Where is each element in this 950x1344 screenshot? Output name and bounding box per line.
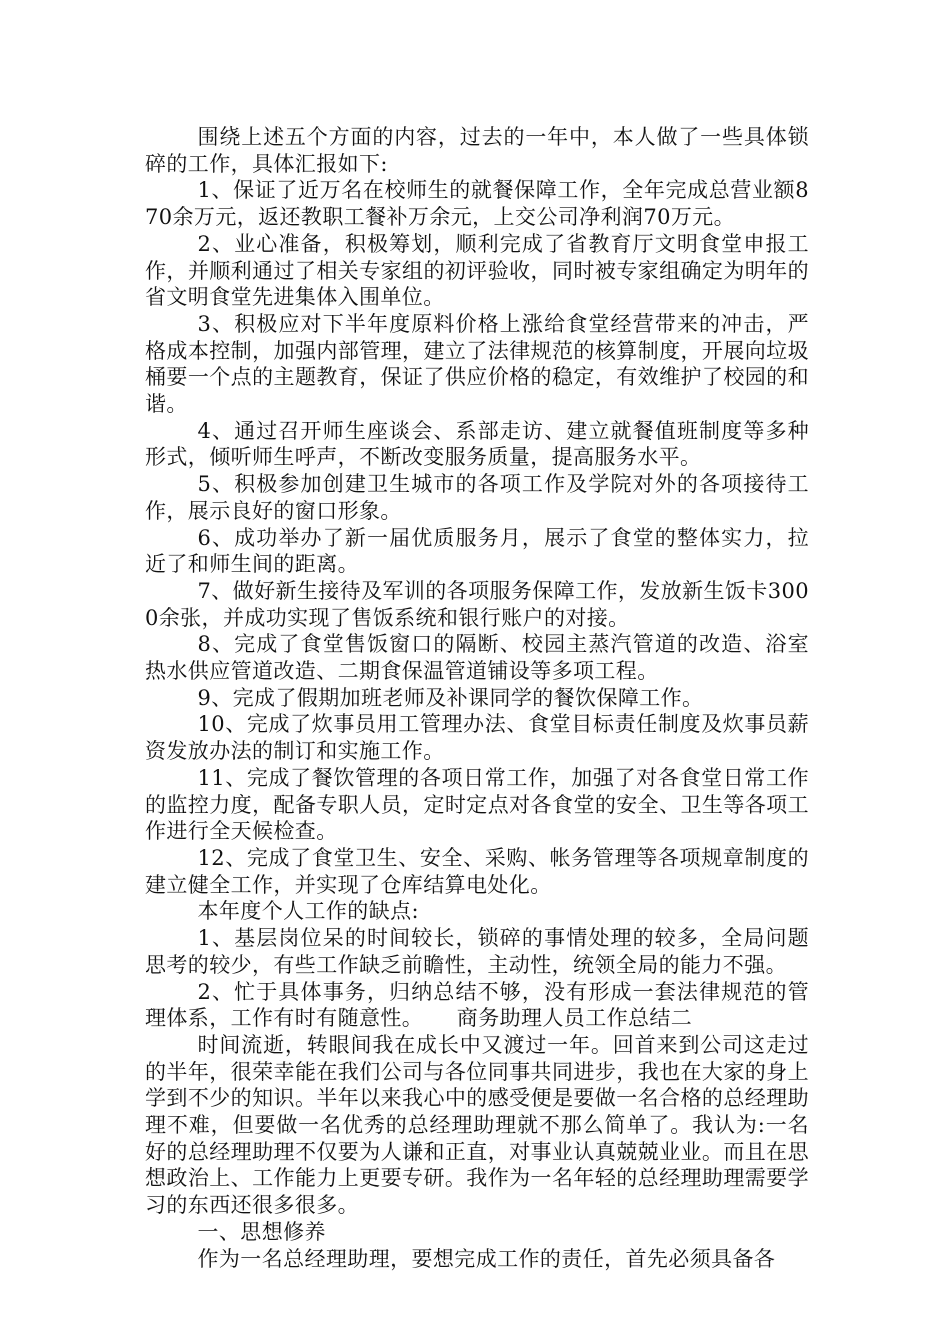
work-item-8: 8、完成了食堂售饭窗口的隔断、校园主蒸汽管道的改造、浴室热水供应管道改造、二期食保温管道铺设等多项工程。	[145, 632, 809, 684]
summary-two-paragraph: 时间流逝，转眼间我在成长中又渡过一年。回首来到公司这走过的半年，很荣幸能在我们公司与各位同事共同进步，我也在大家的身上学到不少的知识。半年以来我心中的感受便是要做一名合格的总经理助理不难，但要做一名优秀的总经理助理就不那么简单了。我认为:一名好的总经理助理不仅要为人谦和正直，对事业认真兢兢业业。而且在思想政治上、工作能力上更要专研。我作为一名年轻的总经理助理需要学习的东西还很多很多。	[145, 1032, 809, 1218]
work-item-10: 10、完成了炊事员用工管理办法、食堂目标责任制度及炊事员薪资发放办法的制订和实施工作。	[145, 712, 809, 764]
work-item-4: 4、通过召开师生座谈会、系部走访、建立就餐值班制度等多种形式，倾听师生呼声，不断改变服务质量，提高服务水平。	[145, 418, 809, 470]
section-heading-thought: 一、思想修养	[197, 1219, 326, 1244]
shortcoming-item-2	[145, 979, 809, 1032]
section-title-inline: 商务助理人员工作总结二	[456, 1006, 693, 1031]
work-item-2: 2、业心准备，积极筹划，顺利完成了省教育厅文明食堂申报工作，并顺利通过了相关专家组的初评验收，同时被专家组确定为明年的省文明食堂先进集体入围单位。	[145, 231, 809, 310]
work-item-7: 7、做好新生接待及军训的各项服务保障工作，发放新生饭卡3000余张，并成功实现了售饭系统和银行账户的对接。	[145, 578, 809, 630]
work-item-1: 1、保证了近万名在校师生的就餐保障工作，全年完成总营业额870余万元，返还教职工餐补万余元，上交公司净利润70万元。	[145, 178, 809, 230]
work-item-3: 3、积极应对下半年度原料价格上涨给食堂经营带来的冲击，严格成本控制，加强内部管理，建立了法律规范的核算制度，开展向垃圾桶要一个点的主题教育，保证了供应价格的稳定，有效维护了校园的和谐。	[145, 311, 809, 417]
work-item-5: 5、积极参加创建卫生城市的各项工作及学院对外的各项接待工作，展示良好的窗口形象。	[145, 472, 809, 523]
work-item-11: 11、完成了餐饮管理的各项日常工作，加强了对各食堂日常工作的监控力度，配备专职人员，定时定点对各食堂的安全、卫生等各项工作进行全天候检查。	[145, 765, 809, 844]
document-body	[145, 124, 809, 1272]
work-item-6: 6、成功举办了新一届优质服务月，展示了食堂的整体实力，拉近了和师生间的距离。	[145, 525, 809, 577]
intro-paragraph: 围绕上述五个方面的内容，过去的一年中，本人做了一些具体锁碎的工作，具体汇报如下:	[145, 125, 809, 176]
shortcoming-item-2-text: 2、忙于具体事务，归纳总结不够，没有形成一套法律规范的管理体系，工作有时有随意性。	[145, 979, 809, 1031]
work-item-9: 9、完成了假期加班老师及补课同学的餐饮保障工作。	[197, 685, 704, 710]
shortcomings-heading: 本年度个人工作的缺点:	[197, 899, 419, 924]
final-paragraph: 作为一名总经理助理，要想完成工作的责任，首先必须具备各	[197, 1246, 776, 1271]
shortcoming-item-1: 1、基层岗位呆的时间较长，锁碎的事情处理的较多，全局问题思考的较少，有些工作缺乏前瞻性，主动性，统领全局的能力不强。	[145, 926, 809, 977]
work-item-12: 12、完成了食堂卫生、安全、采购、帐务管理等各项规章制度的建立健全工作，并实现了仓库结算电处化。	[145, 845, 809, 897]
